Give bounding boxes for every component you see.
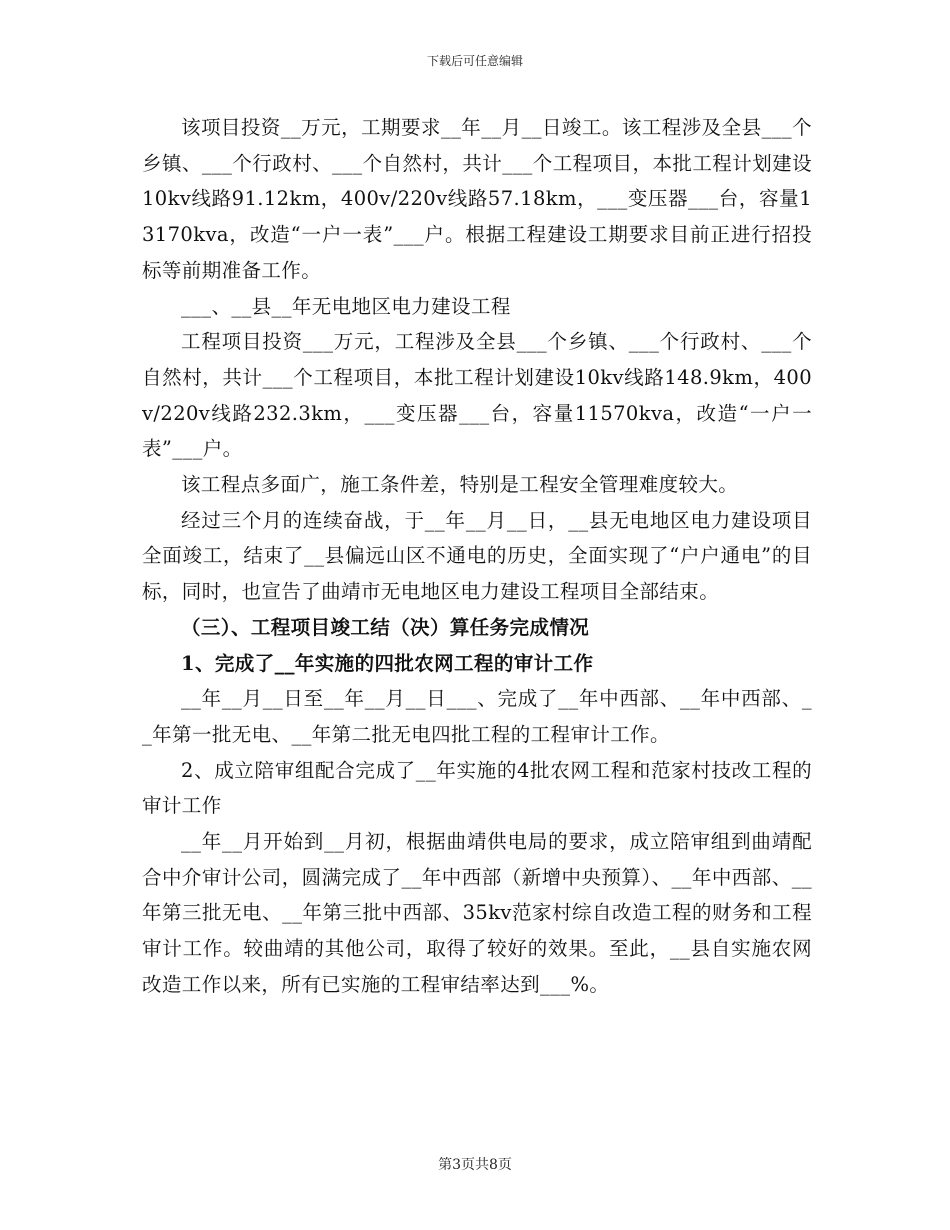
- paragraph-audit-results: __年__月开始到__月初，根据曲靖供电局的要求，成立陪审组到曲靖配合中介审计公司，圆满完成了__年中西部（新增中央预算）、__年中西部、__年第三批无电、__年第三批中西部、35kv范家村综自改造工程的财务和工程审计工作。较曲靖的其他公司，取得了较好的效果。至此，__县自实施农网改造工作以来，所有已实施的工程审结率达到___%。: [142, 830, 812, 996]
- page-footer: 第3页共8页: [438, 1157, 512, 1173]
- paragraph-audit-details: __年__月__日至__年__月__日___、完成了__年中西部、__年中西部、__年第一批无电、__年第二批无电四批工程的工程审计工作。: [142, 687, 812, 746]
- section-heading-settlement: （三）、工程项目竣工结（决）算任务完成情况: [181, 615, 590, 639]
- paragraph-conditions: 该工程点多面广，施工条件差，特别是工程安全管理难度较大。: [181, 473, 739, 497]
- paragraph-section-title: ___、__县__年无电地区电力建设工程: [181, 294, 511, 318]
- paragraph-project-details: 工程项目投资___万元，工程涉及全县___个乡镇、___个行政村、___个自然村，共计___个工程项目，本批工程计划建设10kv线路148.9km，400v/220v线路232.3km，___变压器___台，容量11570kva，改造“一户一表”___户。: [142, 330, 812, 461]
- paragraph-completion: 经过三个月的连续奋战，于__年__月__日，__县无电地区电力建设项目全面竣工，结束了__县偏远山区不通电的历史，全面实现了“户户通电”的目标，同时，也宣告了曲靖市无电地区电力建设工程项目全部结束。: [142, 508, 812, 604]
- paragraph-audit-team: 2、成立陪审组配合完成了__年实施的4批农网工程和范家村技改工程的审计工作: [142, 758, 812, 818]
- paragraph-project-investment: 该项目投资__万元，工期要求__年__月__日竣工。该工程涉及全县___个乡镇、___个行政村、___个自然村，共计___个工程项目，本批工程计划建设10kv线路91.12km，400v/220v线路57.18km，___变压器___台，容量13170kva，改造“一户一表”___户。根据工程建设工期要求目前正进行招投标等前期准备工作。: [142, 116, 812, 282]
- page-header: 下载后可任意编辑: [426, 54, 523, 68]
- subheading-audit-four-batches: 1、完成了__年实施的四批农网工程的审计工作: [181, 651, 594, 675]
- document-body: [142, 110, 812, 1003]
